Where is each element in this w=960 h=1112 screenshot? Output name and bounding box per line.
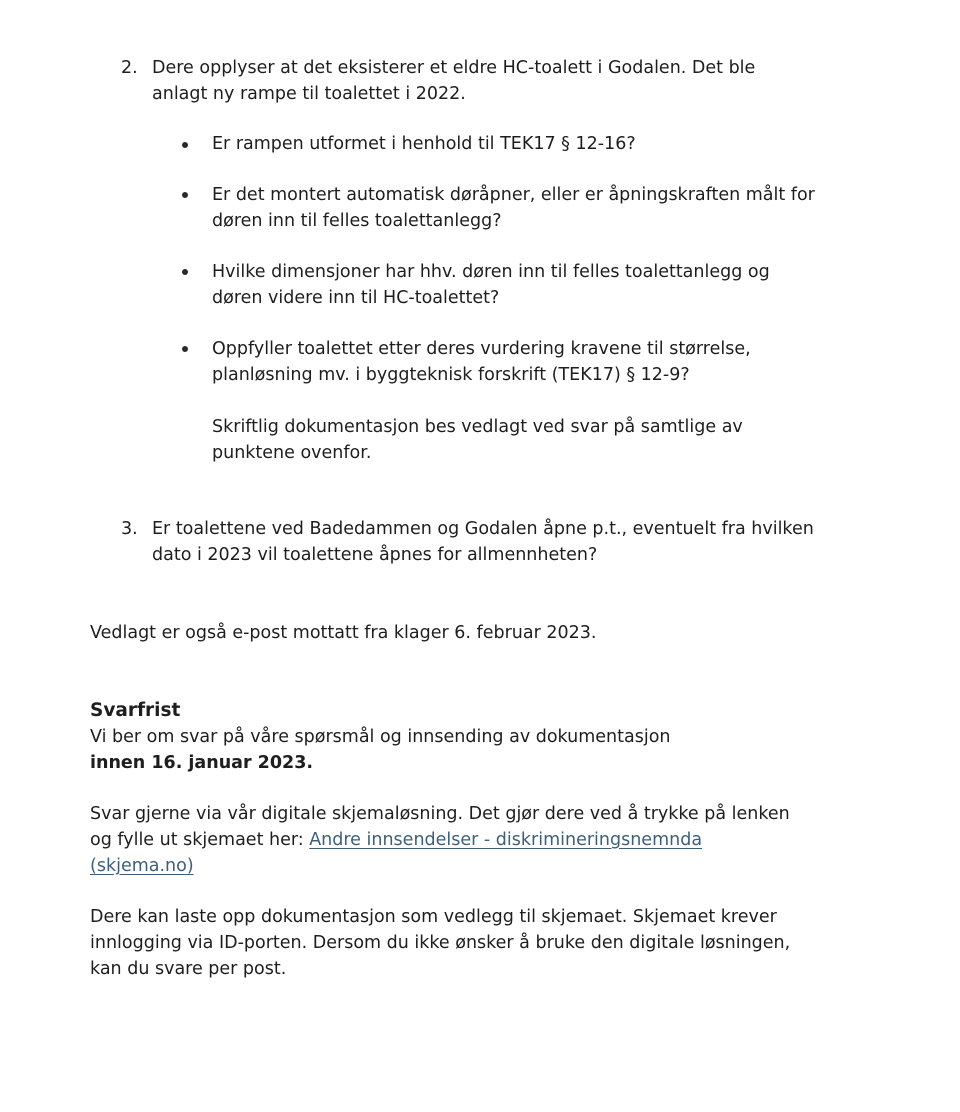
bullet-1-text: [212, 131, 636, 157]
item-2-text: [152, 55, 755, 107]
bullet-dot-3: [182, 269, 188, 275]
digital-line-1: Svar gjerne via vår digitale skjemaløsning. Det gjør dere ved å trykke på lenken: [90, 804, 790, 824]
bullet-3-text: [212, 259, 770, 311]
bullet-3-line-2: døren videre inn til HC-toalettet?: [212, 288, 500, 308]
bullet-4-line-1: Oppfyller toalettet etter deres vurdering kravene til størrelse,: [212, 339, 751, 359]
bullet-2-text: [212, 182, 815, 234]
digital-line-3: [90, 853, 790, 879]
digital-line-2: [90, 827, 790, 853]
bullet-1-line-1: Er rampen utformet i henhold til TEK17 § 12-16?: [212, 134, 636, 154]
bullet-dot-1: [182, 142, 188, 148]
item-3-line-1: Er toalettene ved Badedammen og Godalen åpne p.t., eventuelt fra hvilken: [152, 519, 814, 539]
bullet-dot-4: [182, 346, 188, 352]
attachment-note-text: Vedlagt er også e-post mottatt fra klager 6. februar 2023.: [90, 623, 597, 643]
bullet-2-line-1: Er det montert automatisk døråpner, eller er åpningskraften målt for: [212, 185, 815, 205]
bullet-dot-2: [182, 192, 188, 198]
item-3-line-2: dato i 2023 vil toalettene åpnes for allmennheten?: [152, 545, 598, 565]
bullet-4-line-2: planløsning mv. i byggteknisk forskrift (TEK17) § 12-9?: [212, 365, 690, 385]
upload-line-3: kan du svare per post.: [90, 959, 287, 979]
deadline-heading: Svarfrist: [90, 700, 181, 721]
deadline-line-1: Vi ber om svar på våre spørsmål og innsending av dokumentasjon: [90, 727, 671, 747]
attachment-note: [90, 620, 596, 646]
item-2-line-2: anlagt ny rampe til toalettet i 2022.: [152, 84, 466, 104]
digital-line-2-prefix: og fylle ut skjemaet her:: [90, 830, 310, 850]
bullet-3-line-1: Hvilke dimensjoner har hhv. døren inn til felles toalettanlegg og: [212, 262, 770, 282]
item-number-2: 2.: [121, 58, 138, 78]
bullet-2-line-2: døren inn til felles toalettanlegg?: [212, 211, 502, 231]
documentation-note-line-1: Skriftlig dokumentasjon bes vedlagt ved svar på samtlige av: [212, 417, 743, 437]
digital-form-paragraph: [90, 801, 790, 879]
bullet-4-text: [212, 336, 751, 388]
form-link[interactable]: Andre innsendelser - diskrimineringsnemnda: [309, 830, 703, 850]
documentation-note: [212, 414, 743, 466]
upload-line-2: innlogging via ID-porten. Dersom du ikke ønsker å bruke den digitale løsningen,: [90, 933, 791, 953]
item-2-line-1: Dere opplyser at det eksisterer et eldre HC-toalett i Godalen. Det ble: [152, 58, 756, 78]
item-3-text: [152, 516, 814, 568]
form-link-continued[interactable]: (skjema.no): [90, 856, 194, 876]
upload-line-1: Dere kan laste opp dokumentasjon som vedlegg til skjemaet. Skjemaet krever: [90, 907, 777, 927]
upload-paragraph: [90, 904, 790, 982]
deadline-date: innen 16. januar 2023.: [90, 753, 314, 773]
deadline-section: [90, 698, 671, 776]
item-number-3: 3.: [121, 519, 138, 539]
documentation-note-line-2: punktene ovenfor.: [212, 443, 372, 463]
